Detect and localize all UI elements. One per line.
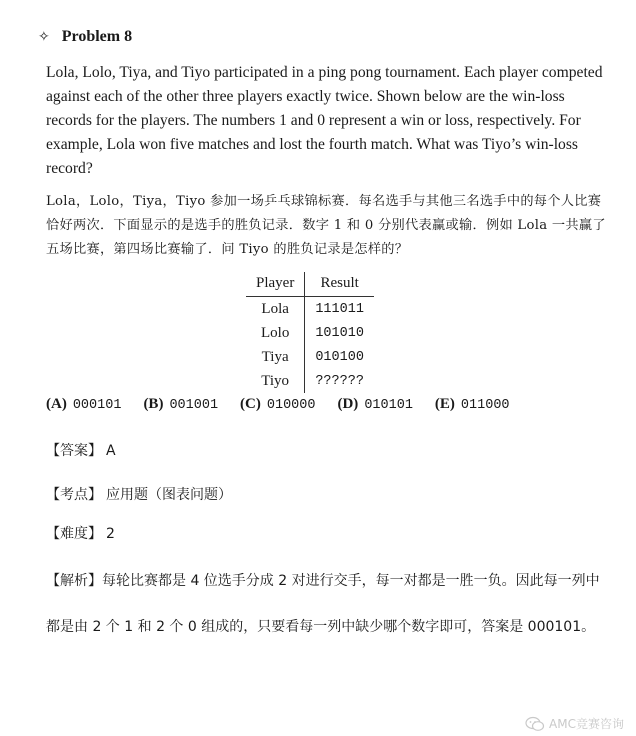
answer-label: 【答案】 xyxy=(46,443,102,459)
choice-letter: (C) xyxy=(240,396,261,412)
wechat-icon xyxy=(525,716,545,732)
choice-a xyxy=(46,396,121,413)
choice-letter: (D) xyxy=(337,396,359,412)
choice-e xyxy=(435,396,510,413)
analysis-paragraph xyxy=(46,558,606,650)
analysis-label: 【解析】 xyxy=(46,573,102,589)
table-row xyxy=(246,321,374,345)
header-player: Player xyxy=(246,272,305,297)
choice-letter: (A) xyxy=(46,396,67,412)
choice-value: 011000 xyxy=(460,398,510,413)
difficulty-line xyxy=(46,523,115,543)
problem-title: Problem 8 xyxy=(61,28,133,45)
player-result: 101010 xyxy=(315,325,364,341)
answer-line xyxy=(46,440,116,460)
choice-value: 010101 xyxy=(364,398,413,413)
watermark-text: AMC竞赛咨询 xyxy=(549,717,624,731)
topic-line xyxy=(46,484,232,504)
choice-b xyxy=(143,396,218,413)
answer-choices xyxy=(46,396,532,413)
choice-value: 000101 xyxy=(72,398,122,413)
table-row xyxy=(246,345,374,369)
choice-d xyxy=(337,396,412,413)
table-header-row xyxy=(246,272,374,297)
watermark xyxy=(525,715,624,732)
win-loss-table xyxy=(246,272,374,393)
choice-value: 001001 xyxy=(169,398,219,413)
choice-value: 010000 xyxy=(266,398,316,413)
difficulty-value: 2 xyxy=(106,526,115,542)
player-result: 010100 xyxy=(315,349,364,365)
choice-letter: (B) xyxy=(143,396,164,412)
diamond-icon: ✧ xyxy=(38,29,50,45)
topic-value: 应用题（图表问题） xyxy=(106,487,232,503)
player-name: Lola xyxy=(246,297,305,322)
header-result: Result xyxy=(305,272,374,297)
difficulty-label: 【难度】 xyxy=(46,526,102,542)
topic-label: 【考点】 xyxy=(46,487,102,503)
player-name: Lolo xyxy=(246,321,305,345)
answer-value: A xyxy=(106,443,116,459)
player-result: ?????? xyxy=(315,373,364,389)
choice-c xyxy=(240,396,315,413)
problem-statement-english: Lola, Lolo, Tiya, and Tiyo participated in a ping pong tournament. Each player competed against each of the other three players exactly twice. Shown below are the win-loss records for the players. The numbers 1 and 0 represent a win or loss, respectively. For example, Lola won five matches and lost the fourth match. What was Tiyo’s win-loss record? xyxy=(46,64,603,177)
table-row xyxy=(246,369,374,393)
problem-heading xyxy=(38,28,132,46)
analysis-text: 每轮比赛都是 4 位选手分成 2 对进行交手，每一对都是一胜一负。因此每一列中都是由 2 个 1 和 2 个 0 组成的，只要看每一列中缺少哪个数字即可，答案是 000101。 xyxy=(46,573,600,635)
player-result: 111011 xyxy=(315,301,364,317)
table-row xyxy=(246,297,374,322)
player-name: Tiyo xyxy=(246,369,305,393)
player-name: Tiya xyxy=(246,345,305,369)
problem-statement-chinese: Lola，Lolo，Tiya，Tiyo 参加一场乒乓球锦标赛．每名选手与其他三名选手中的每个人比赛恰好两次．下面显示的是选手的胜负记录．数字 1 和 0 分别代表赢或输．例如 Lola 一共赢了五场比赛，第四场比赛输了．问 Tiyo 的胜负记录是怎样的？ xyxy=(46,194,606,257)
choice-letter: (E) xyxy=(434,396,455,412)
